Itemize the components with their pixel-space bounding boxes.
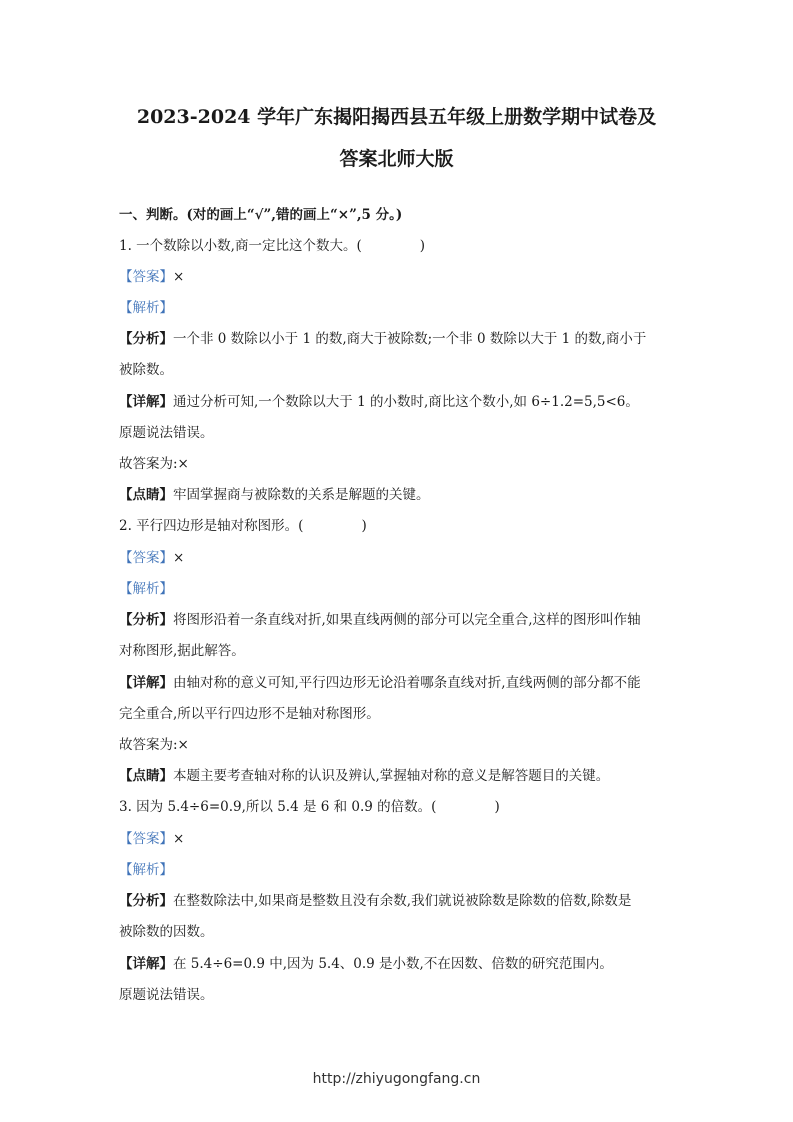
- question-2-fenxi-line-1: [119, 614, 641, 628]
- dianjing-text: 牢固掌握商与被除数的关系是解题的关键。: [173, 487, 430, 503]
- question-2-answer: [119, 552, 184, 566]
- fenxi-text: 一个非 0 数除以小于 1 的数,商大于被除数;一个非 0 数除以大于 1 的数,商小于: [173, 331, 647, 347]
- question-2-text: 2. 平行四边形是轴对称图形。(: [119, 518, 304, 534]
- question-3-xiangjie-line-2: 原题说法错误。: [119, 987, 214, 1003]
- dianjing-tag: 【点睛】: [119, 768, 173, 784]
- question-2-final-answer: 故答案为:×: [119, 737, 189, 753]
- question-2-fenxi-line-2: 对称图形,据此解答。: [119, 643, 245, 659]
- xiangjie-text: 通过分析可知,一个数除以大于 1 的小数时,商比这个数小,如 6÷1.2=5,5<6。: [173, 394, 639, 410]
- question-3-fenxi-line-1: [119, 895, 631, 909]
- question-3-text: 3. 因为 5.4÷6=0.9,所以 5.4 是 6 和 0.9 的倍数。(: [119, 799, 437, 815]
- question-1-fenxi-line-1: [119, 333, 646, 347]
- footer-url[interactable]: http://zhiyugongfang.cn: [312, 1071, 481, 1087]
- question-1-final-answer: 故答案为:×: [119, 456, 189, 472]
- question-1-text: 1. 一个数除以小数,商一定比这个数大。(: [119, 238, 362, 254]
- question-1-stem: [119, 240, 425, 254]
- question-3-answer: [119, 833, 184, 847]
- fenxi-tag: 【分析】: [119, 612, 173, 628]
- question-2-xiangjie-line-1: [119, 677, 641, 691]
- question-2-paren-close: ): [361, 518, 367, 534]
- question-2-dianjing: [119, 770, 609, 784]
- answer-value: ×: [173, 550, 185, 566]
- answer-tag: 【答案】: [119, 550, 173, 566]
- xiangjie-tag: 【详解】: [119, 675, 173, 691]
- question-2-xiangjie-line-2: 完全重合,所以平行四边形不是轴对称图形。: [119, 706, 380, 722]
- document-title-line-2: 答案北师大版: [339, 148, 454, 170]
- question-1-xiangjie-line-2: 原题说法错误。: [119, 425, 214, 441]
- question-1-answer: [119, 271, 184, 285]
- question-3-paren-close: ): [494, 799, 500, 815]
- dianjing-text: 本题主要考查轴对称的认识及辨认,掌握轴对称的意义是解答题目的关键。: [173, 768, 610, 784]
- question-2-analysis-tag: 【解析】: [119, 581, 173, 597]
- answer-tag: 【答案】: [119, 269, 173, 285]
- question-3-fenxi-line-2: 被除数的因数。: [119, 924, 214, 940]
- answer-tag: 【答案】: [119, 831, 173, 847]
- question-3-xiangjie-line-1: [119, 958, 613, 972]
- question-1-fenxi-line-2: 被除数。: [119, 362, 173, 378]
- xiangjie-text: 在 5.4÷6=0.9 中,因为 5.4、0.9 是小数,不在因数、倍数的研究范围内。: [173, 956, 613, 972]
- question-1-dianjing: [119, 489, 430, 503]
- fenxi-tag: 【分析】: [119, 893, 173, 909]
- document-title-line-1: 2023-2024 学年广东揭阳揭西县五年级上册数学期中试卷及: [136, 106, 657, 128]
- answer-value: ×: [173, 831, 185, 847]
- xiangjie-tag: 【详解】: [119, 394, 173, 410]
- xiangjie-tag: 【详解】: [119, 956, 173, 972]
- fenxi-text: 在整数除法中,如果商是整数且没有余数,我们就说被除数是除数的倍数,除数是: [173, 893, 632, 909]
- fenxi-tag: 【分析】: [119, 331, 173, 347]
- question-2-stem: [119, 520, 367, 534]
- question-3-stem: [119, 801, 500, 815]
- question-1-xiangjie-line-1: [119, 396, 639, 410]
- fenxi-text: 将图形沿着一条直线对折,如果直线两侧的部分可以完全重合,这样的图形叫作轴: [173, 612, 641, 628]
- answer-value: ×: [173, 269, 185, 285]
- dianjing-tag: 【点睛】: [119, 487, 173, 503]
- question-1-paren-close: ): [419, 238, 426, 254]
- question-1-analysis-tag: 【解析】: [119, 300, 173, 316]
- section-heading: 一、判断。(对的画上“√”,错的画上“×”,5 分。): [119, 207, 403, 223]
- xiangjie-text: 由轴对称的意义可知,平行四边形无论沿着哪条直线对折,直线两侧的部分都不能: [173, 675, 641, 691]
- question-3-analysis-tag: 【解析】: [119, 862, 173, 878]
